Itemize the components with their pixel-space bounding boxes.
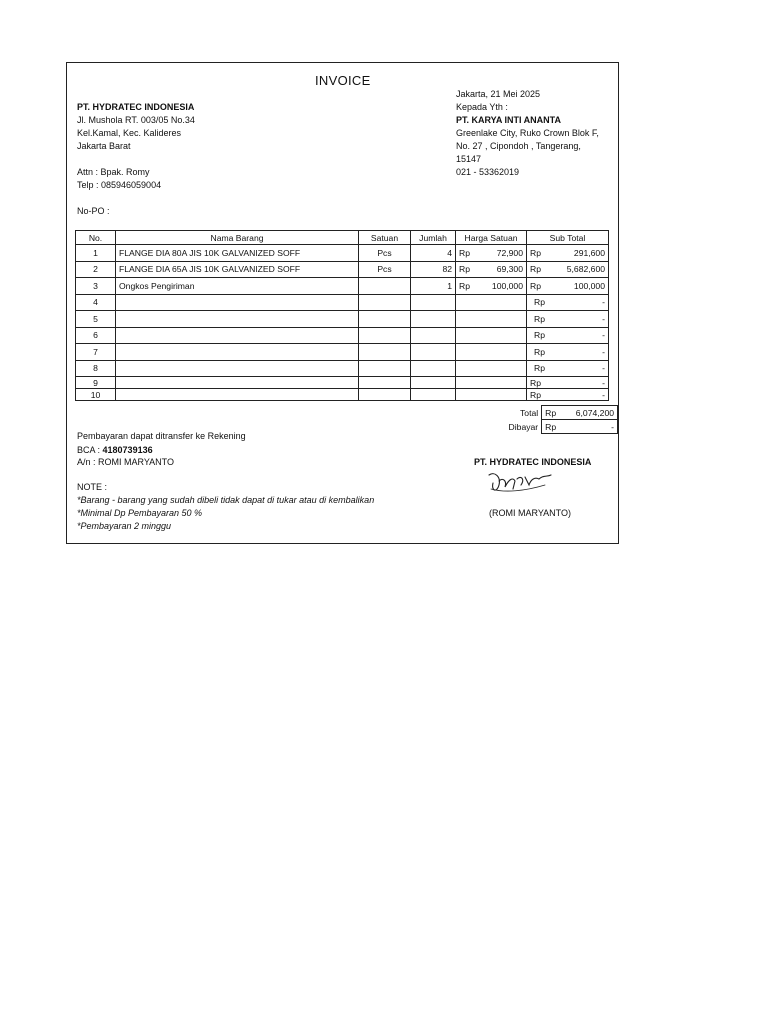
row-unit — [359, 327, 411, 344]
total-row — [488, 406, 618, 420]
row-price-currency: Rp — [456, 245, 477, 262]
row-qty — [411, 294, 456, 311]
seller-name: PT. HYDRATEC INDONESIA — [77, 102, 195, 112]
table-row — [76, 278, 609, 295]
row-subtotal: - — [548, 360, 609, 377]
row-qty: 4 — [411, 245, 456, 262]
header-unit-price: Harga Satuan — [456, 231, 527, 245]
row-price — [477, 377, 527, 389]
row-unit — [359, 344, 411, 361]
row-item-name: FLANGE DIA 80A JIS 10K GALVANIZED SOFF — [116, 245, 359, 262]
sign-company: PT. HYDRATEC INDONESIA — [474, 457, 592, 467]
table-row — [76, 389, 609, 401]
payment-intro: Pembayaran dapat ditransfer ke Rekening — [77, 431, 246, 441]
row-qty — [411, 389, 456, 401]
row-qty — [411, 327, 456, 344]
total-label: Total — [520, 407, 539, 418]
row-price: 69,300 — [477, 261, 527, 278]
row-subtotal-currency: Rp — [527, 360, 548, 377]
row-subtotal-currency: Rp — [527, 327, 548, 344]
row-price-currency — [456, 389, 477, 401]
po-label: No-PO : — [77, 206, 110, 216]
note-line2: *Minimal Dp Pembayaran 50 % — [77, 508, 203, 518]
row-price — [477, 389, 527, 401]
seller-address-line3: Jakarta Barat — [77, 141, 131, 151]
row-item-name — [116, 327, 359, 344]
row-unit — [359, 389, 411, 401]
row-subtotal: - — [548, 389, 609, 401]
row-item-name: Ongkos Pengiriman — [116, 278, 359, 295]
recipient-address-line1: Greenlake City, Ruko Crown Blok F, — [456, 128, 599, 138]
sign-name: (ROMI MARYANTO) — [489, 508, 572, 518]
row-no: 3 — [76, 278, 116, 295]
recipient-address-line2: No. 27 , Cipondoh , Tangerang, — [456, 141, 581, 151]
row-no: 5 — [76, 311, 116, 328]
header-no: No. — [76, 231, 116, 245]
table-row — [76, 261, 609, 278]
row-subtotal: 291,600 — [548, 245, 609, 262]
row-item-name — [116, 344, 359, 361]
row-subtotal-currency: Rp — [527, 311, 548, 328]
row-price — [477, 327, 527, 344]
totals-table — [488, 405, 618, 434]
row-subtotal: - — [548, 294, 609, 311]
total-value: 6,074,200 — [565, 406, 617, 420]
row-qty — [411, 311, 456, 328]
row-subtotal-currency: Rp — [527, 389, 548, 401]
note-heading: NOTE : — [77, 482, 108, 492]
row-price-currency: Rp — [456, 278, 477, 295]
row-no: 9 — [76, 377, 116, 389]
seller-address-line1: Jl. Mushola RT. 003/05 No.34 — [77, 115, 195, 125]
recipient-address-line3: 15147 — [456, 154, 482, 164]
row-price-currency: Rp — [456, 261, 477, 278]
row-price — [477, 294, 527, 311]
row-price-currency — [456, 311, 477, 328]
row-price-currency — [456, 360, 477, 377]
row-qty — [411, 344, 456, 361]
row-subtotal: - — [548, 327, 609, 344]
note-line1: *Barang - barang yang sudah dibeli tidak dapat di tukar atau di kembalikan — [77, 495, 375, 505]
invoice-date: Jakarta, 21 Mei 2025 — [456, 89, 541, 99]
row-subtotal-currency: Rp — [527, 261, 548, 278]
row-no: 10 — [76, 389, 116, 401]
row-subtotal-currency: Rp — [527, 377, 548, 389]
paid-row — [488, 420, 618, 434]
row-qty — [411, 377, 456, 389]
row-item-name: FLANGE DIA 65A JIS 10K GALVANIZED SOFF — [116, 261, 359, 278]
table-row — [76, 377, 609, 389]
row-unit — [359, 311, 411, 328]
header-subtotal: Sub Total — [527, 231, 609, 245]
row-price-currency — [456, 344, 477, 361]
row-item-name — [116, 360, 359, 377]
row-price: 72,900 — [477, 245, 527, 262]
row-subtotal-currency: Rp — [527, 294, 548, 311]
table-row — [76, 360, 609, 377]
items-table — [75, 230, 609, 401]
row-qty: 82 — [411, 261, 456, 278]
row-qty: 1 — [411, 278, 456, 295]
table-row — [76, 294, 609, 311]
row-price-currency — [456, 294, 477, 311]
table-row — [76, 311, 609, 328]
row-price — [477, 360, 527, 377]
note-line3: *Pembayaran 2 minggu — [77, 521, 172, 531]
paid-currency: Rp — [542, 420, 566, 434]
row-price-currency — [456, 377, 477, 389]
row-item-name — [116, 377, 359, 389]
total-currency: Rp — [542, 406, 566, 420]
account-number: 4180739136 — [102, 445, 153, 455]
row-subtotal: - — [548, 311, 609, 328]
row-unit: Pcs — [359, 245, 411, 262]
table-row — [76, 344, 609, 361]
row-price — [477, 311, 527, 328]
seller-attn: Attn : Bpak. Romy — [77, 167, 150, 177]
seller-phone: Telp : 085946059004 — [77, 180, 162, 190]
row-no: 7 — [76, 344, 116, 361]
row-price-currency — [456, 327, 477, 344]
bank-label: BCA : — [77, 445, 101, 455]
row-item-name — [116, 389, 359, 401]
row-subtotal: 5,682,600 — [548, 261, 609, 278]
table-row — [76, 245, 609, 262]
paid-value: - — [565, 420, 617, 434]
row-no: 6 — [76, 327, 116, 344]
paid-label: Dibayar — [508, 421, 539, 432]
header-item-name: Nama Barang — [116, 231, 359, 245]
invoice-sheet — [66, 62, 619, 544]
row-unit: Pcs — [359, 261, 411, 278]
seller-address-line2: Kel.Kamal, Kec. Kalideres — [77, 128, 182, 138]
recipient-name: PT. KARYA INTI ANANTA — [456, 115, 562, 125]
row-unit — [359, 294, 411, 311]
row-subtotal: 100,000 — [548, 278, 609, 295]
invoice-title: INVOICE — [315, 73, 371, 88]
row-unit — [359, 360, 411, 377]
row-price — [477, 344, 527, 361]
header-qty: Jumlah — [411, 231, 456, 245]
row-no: 2 — [76, 261, 116, 278]
row-item-name — [116, 311, 359, 328]
row-subtotal: - — [548, 377, 609, 389]
table-row — [76, 327, 609, 344]
row-no: 4 — [76, 294, 116, 311]
table-header-row — [76, 231, 609, 245]
row-unit — [359, 377, 411, 389]
row-subtotal-currency: Rp — [527, 344, 548, 361]
recipient-phone: 021 - 53362019 — [456, 167, 520, 177]
row-subtotal-currency: Rp — [527, 278, 548, 295]
row-subtotal-currency: Rp — [527, 245, 548, 262]
row-unit — [359, 278, 411, 295]
row-qty — [411, 360, 456, 377]
header-unit: Satuan — [359, 231, 411, 245]
row-no: 8 — [76, 360, 116, 377]
signature-mark — [485, 467, 555, 497]
row-item-name — [116, 294, 359, 311]
row-no: 1 — [76, 245, 116, 262]
account-name: A/n : ROMI MARYANTO — [77, 457, 175, 467]
row-price: 100,000 — [477, 278, 527, 295]
recipient-label: Kepada Yth : — [456, 102, 508, 112]
row-subtotal: - — [548, 344, 609, 361]
